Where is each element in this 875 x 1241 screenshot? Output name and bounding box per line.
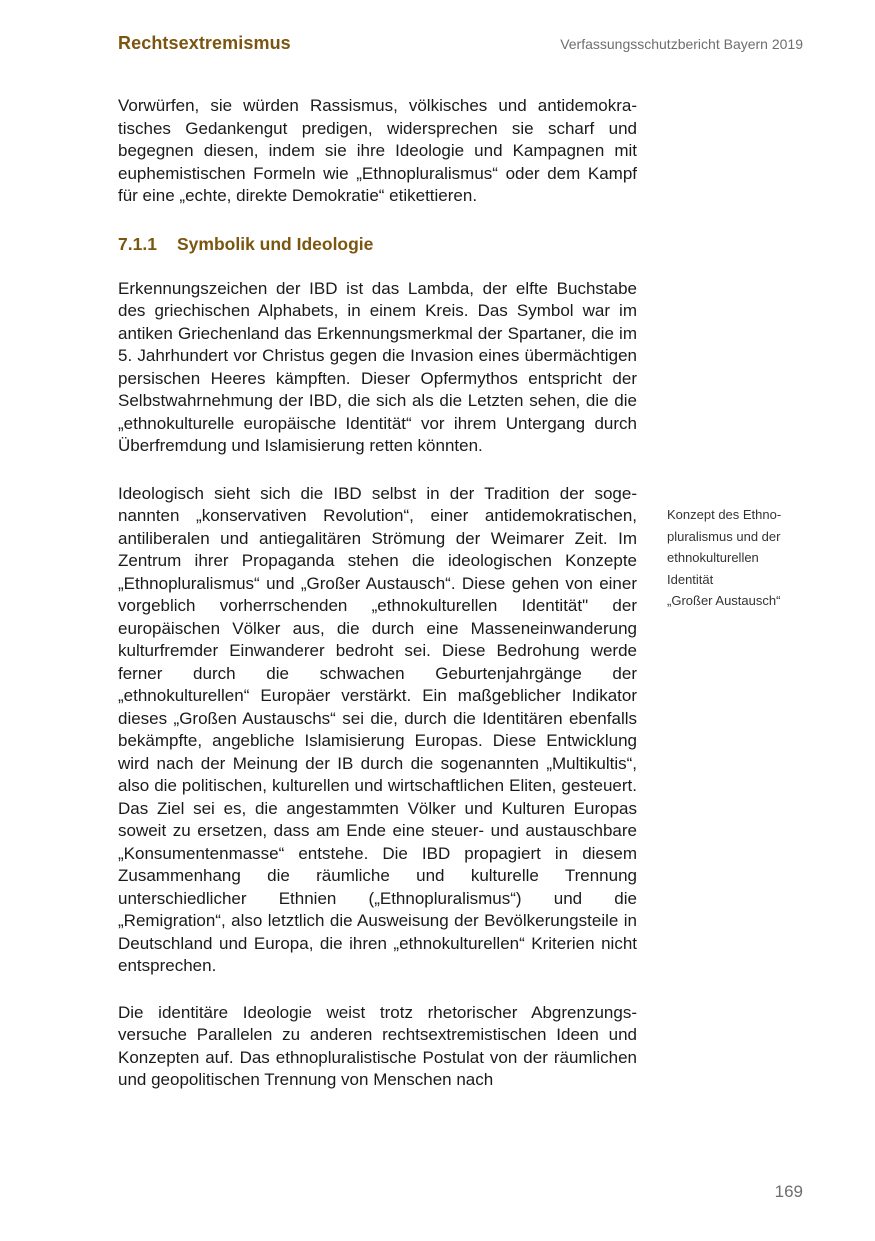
body-paragraph: Ideologisch sieht sich die IBD selbst in der Tradition der sogenannten „konservativen Revolution“, einer antidemokratischen, antiliberalen und antiegalitären Strömung der Weimarer Zeit. Im Zentrum ihrer Propaganda stehen die ideologischen Konzepte „Ethnopluralismus“ und „Großer Austausch“. Diese gehen von einer vorgeblich vorherrschenden „ethnokulturellen Identität" der europäischen Völker aus, die durch eine Masseneinwanderung kulturfremder Einwanderer bedroht sei. Diese Bedrohung werde ferner durch die schwachen Geburtenjahrgänge der „ethnokulturellen“ Europäer verstärkt. Ein maßgeblicher Indikator dieses „Großen Austauschs“ sei die, durch die Identitären ebenfalls bekämpfte, angebliche Islamisierung Europas. Diese Entwicklung wird nach der Meinung der IB durch die sogenannten „Multikultis“, also die politischen, kulturellen und wirtschaftlichen Eliten, gesteuert. Das Ziel sei es, die angestammten Völker und Kulturen Europas soweit zu ersetzen, dass am Ende eine steuer- und austauschbare „Konsumentenmasse“ entstehe. Die IBD propagiert in diesem Zusammenhang die räumliche und kulturelle Trennung unterschiedlicher Ethnien („Ethnopluralismus“) und die „Remigration“, also letztlich die Ausweisung der Bevölkerungsteile in Deutschland und Europa, die ihren „ethnokulturellen“ Kriterien nicht entsprechen. bbox=[118, 483, 637, 975]
margin-note bbox=[667, 504, 817, 612]
margin-note-line: pluralismus und der bbox=[667, 528, 781, 544]
margin-note-line: Identität bbox=[667, 571, 714, 587]
section-number: 7.1.1 bbox=[118, 233, 157, 254]
body-paragraph: Die identitäre Ideologie weist trotz rhetorischer Abgrenzungsversuche Parallelen zu anderen rechtsextremistischen Ideen und Konzepten auf. Das ethnopluralistische Postulat von der räumlichen und geopolitischen Trennung von Menschen nach bbox=[118, 1002, 637, 1089]
section-title: Symbolik und Ideologie bbox=[177, 233, 374, 254]
margin-note-line: ethnokulturellen bbox=[667, 550, 759, 565]
main-text-column bbox=[118, 95, 637, 1092]
section-heading bbox=[118, 233, 637, 255]
page-number: 169 bbox=[774, 1182, 803, 1201]
body-paragraph: Vorwürfen, sie würden Rassismus, völkisches und antidemokratisches Gedankengut predigen, widersprechen sie scharf und begegnen diesen, indem sie ihre Ideologie und Kampagnen mit euphemistischen Formeln wie „Ethnopluralismus“ oder dem Kampf für eine „echte, direkte Demokratie“ etikettieren. bbox=[118, 96, 637, 205]
margin-note-line: Konzept des Ethno- bbox=[667, 507, 782, 522]
running-header-publication: Verfassungsschutzbericht Bayern 2019 bbox=[560, 36, 803, 52]
body-paragraph: Erkennungszeichen der IBD ist das Lambda, der elfte Buchstabe des griechischen Alphabets, in einem Kreis. Das Symbol war im antiken Griechenland das Erkennungsmerkmal der Spartaner, die im 5. Jahrhundert vor Christus gegen die Invasion eines übermächtigen persischen Heeres kämpften. Dieser Opfermythos entspricht der Selbstwahrnehmung der IBD, die sich als die Letzten sehen, die die „ethnokulturelle europäische Identität“ vor ihrem Untergang durch Überfremdung und Islamisierung retten könnten. bbox=[118, 278, 637, 455]
running-header-chapter: Rechtsextremismus bbox=[118, 33, 291, 53]
margin-note-line: „Großer Austausch“ bbox=[667, 593, 781, 608]
